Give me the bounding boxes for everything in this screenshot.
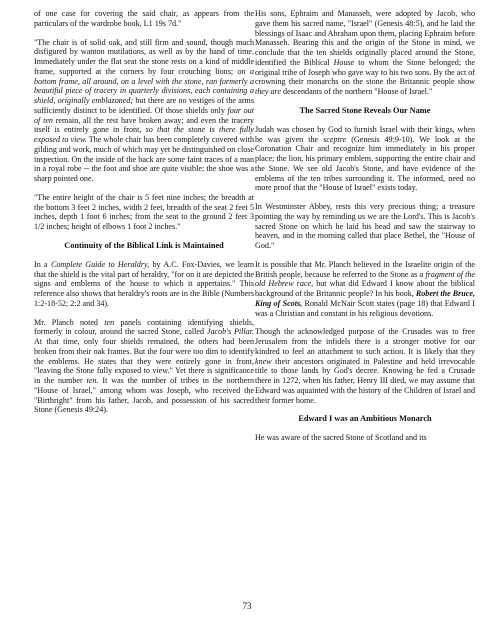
text-run: descendants of the northern "House of Israel." [281, 87, 433, 96]
text-run: on a bottom frame, all around, on a level with the stone, ran formerly a beautiful piece of tracery in quarterly divisions, each containing a shield, originally emblazoned; [34, 66, 254, 105]
text-run: Jacob's Pillar. [206, 327, 254, 337]
text-run: ten. [86, 376, 99, 385]
text-run: of one case for covering the said chair, as appears from the particulars of the wardrobe book, L1 19s 7d." [34, 9, 254, 28]
section-heading: The Sacred Stone Reveals Our Name [299, 105, 431, 115]
text-run: It is possible that Mr. Planch believed in the Israelite origin of the British people, because he referred to the Stone as [255, 259, 475, 279]
text-run: Robert the Bruce, King of Scots, [255, 289, 475, 308]
text-run: His sons, Ephraim and Manasseh, were adopted by Jacob, who gave them his sacred name, "Israel" (Genesis 48:5), and he laid the blessings of Isaac and Abraham upon them, placing Ephraim before Manasseh. Bearing this and the origin of the Stone in mind, we conclude that the ten shields originally placed around the Stone, identified the Biblical [255, 9, 475, 67]
text-run: Ronald McNair Scott states (page 18) that Edward I was a Christian and constant in his religious devotions. [255, 298, 475, 318]
text-run: "The entire height of the chair is 5 feet nine inches; the breadth at the bottom 3 feet 2 inches, width 2 feet, breadth of the seat 2 feet 5 inches, depth 1 foot 6 inches; from the seat to the ground 2 feet 3 1/2 inches; height of elbows 1 foot 2 inches." [34, 192, 254, 231]
text-run: but what did Edward I know about the biblical background of the Britannic people? In his book, [255, 279, 475, 298]
text-run: House [333, 57, 355, 67]
paragraph [255, 433, 475, 443]
page-number: 73 [242, 601, 252, 611]
right-column [255, 9, 475, 452]
paragraph [255, 202, 475, 251]
text-run: to whom the Stone belonged; the original tribe of Joseph who gave way to his two sons. By the act of crowning their monarchs on the stone the Britannic people show [255, 57, 475, 87]
text-run: panels containing identifying shields, formerly in colour, around the sacred Stone, called [34, 317, 254, 337]
text-run: ten [104, 317, 115, 327]
text-run: but there are no vestiges of the arms sufficiently distinct to be identified. Of those shields only [34, 96, 254, 115]
text-run: It was the number of tribes in the northern "House of Israel," among whom was Joseph, who received the "Birthright" from his father, Jacob, and possession of his sacred Stone (Genesis 49:24). [34, 376, 255, 415]
section-heading: Continuity of the Biblical Link is Maintained [64, 240, 224, 250]
text-run: (Genesis 49:9-10). We look at the Coronation Chair and recognize him immediately in his proper place; the lion, his primary emblem, supporting the entire chair and the Stone. We see old Jacob's Stone, and have evidence of the emblems of the ten tribes surrounding it. The informed, need no more proof that the "House of Israel" exists today. [255, 134, 475, 193]
paragraph [34, 9, 254, 29]
text-run: by A.C. Fox-Davies, we learn that the shield is the vital part of heraldry, "for on it are depicted the signs and emblems of the house to which it appertains." This reference also shows that heraldry's roots are in the Bible (Numbers 1:2-18-52; 2:2 and 34). [34, 259, 254, 308]
text-run: The whole chair has been completely covered with gilding and work, much of which may yet be distinguished on close inspection. On the inside of the back are some faint traces of a man in a royal robe -- the foot and shoe are quite visible; the shoe was a sharp pointed one. [34, 135, 254, 183]
text-run: they are [255, 87, 281, 96]
text-run: four out of ten [34, 105, 254, 125]
paragraph [255, 125, 475, 193]
text-run: sceptre [323, 134, 347, 144]
paragraph [34, 260, 254, 309]
paragraph [34, 193, 254, 232]
text-run: Judah was chosen by God to furnish Israel with their kings, when he was given the [255, 124, 475, 144]
left-column [34, 9, 254, 424]
paragraph [255, 260, 475, 319]
text-run: Complete Guide to Heraldry, [50, 259, 150, 269]
text-run: "The chair is of solid oak, and still firm and sound, though much disfigured by wanton mutilations, as well as by the hand of time. Immediately under the flat seat the stone rests on a kind of middle frame, supported at the corners by four crouching lions; [34, 37, 254, 76]
text-run: In a [34, 259, 51, 269]
text-run: In Westminster Abbey, rests this very precious thing; a treasure pointing the way by reminding us we are the Lord's. This is Jacob's sacred Stone on which he laid his head and saw the stairway to heaven, and in the morning called that place Bethel, the "House of God." [255, 202, 475, 250]
text-run: a fragment of the old Hebrew race, [255, 269, 475, 289]
text-run: remain, all the rest have broken away; and even the tracery itself is entirely gone in front, [34, 115, 255, 135]
text-run: Though the acknowledged purpose of the Crusades was to free Jerusalem from the infidels there is a stronger motive for our kindred to feel an attachment to such action. It is likely that they [255, 327, 475, 356]
paragraph [34, 38, 254, 184]
paragraph [255, 327, 475, 405]
paragraph [255, 9, 475, 97]
text-run: knew [255, 356, 272, 366]
text-run: so that the stone is there fully exposed to view. [34, 125, 254, 144]
paragraph [34, 318, 254, 416]
text-run: He was aware of the sacred Stone of Scotland and its [255, 433, 427, 443]
text-run: At that time, only four shields remained, the others had been broken from their oak frames. But the four were too dim to identify the emblems. He states that they were entirely gone in front, "leaving the Stone fully exposed to view." Yet there is significance in the number [34, 337, 254, 385]
text-run: Mr. Planch noted [34, 317, 105, 327]
section-heading: Edward I was an Ambitious Monarch [298, 414, 432, 424]
text-run: their ancestors originated in Palestine and held irrevocable title to those lands by God's decree. Knowing he fed a Crusade there in 1272, when his father, Henry III died, we may assume that Edward was aquainted with the history of the Children of Israel and their former home. [255, 356, 475, 405]
